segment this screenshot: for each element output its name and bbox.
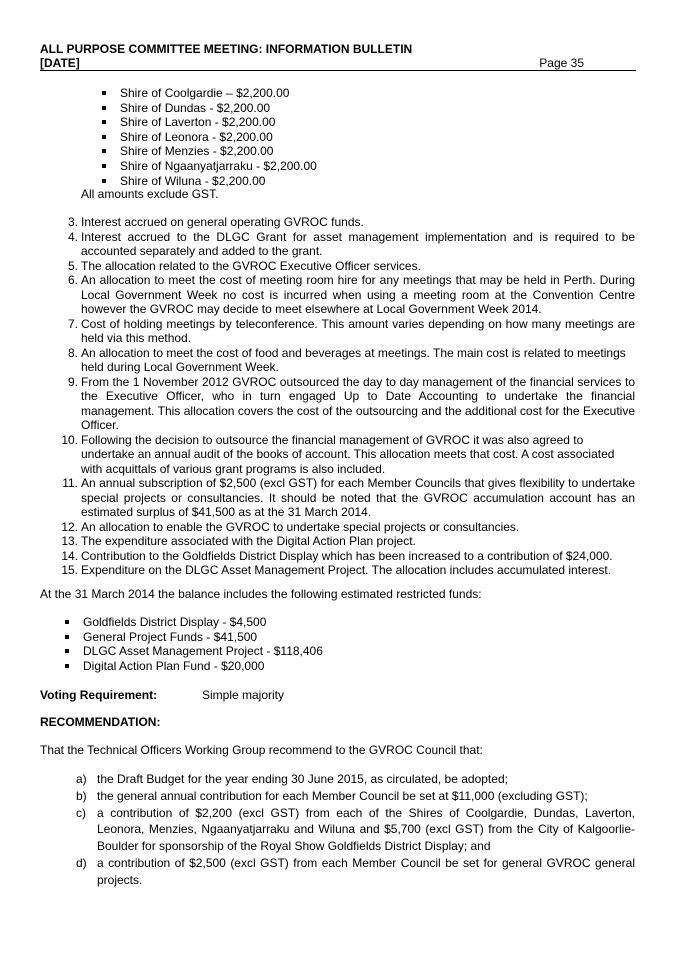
list-item: 5. The allocation related to the GVROC Executive Officer services. bbox=[67, 258, 421, 273]
list-item: d) a contribution of $2,500 (excl GST) from each Member Council be set for general GVROC general projects. bbox=[76, 855, 635, 887]
list-item: Shire of Dundas - $2,200.00 bbox=[100, 101, 317, 116]
list-item: c) a contribution of $2,200 (excl GST) from each of the Shires of Coolgardie, Dundas, Laverton, Leonora, Menzies, Ngaanyatjarraku and Wiluna and $5,700 (excl GST) from the City of Kalgoorlie-Boulder for sponsorship of the Royal Show Goldfields District Display; and bbox=[76, 805, 635, 854]
list-item: Shire of Menzies - $2,200.00 bbox=[100, 144, 317, 159]
list-item: 11. An annual subscription of $2,500 (excl GST) for each Member Councils that gives flexibility to undertake special projects or consultancies. It should be noted that the GVROC accumulation account has an estimated surplus of $41,500 as at the 31 March 2014. bbox=[62, 476, 635, 519]
list-item: b) the general annual contribution for each Member Council be set at $11,000 (excluding GST); bbox=[76, 788, 588, 803]
list-item: Shire of Wiluna - $2,200.00 bbox=[100, 174, 317, 189]
list-item: Goldfields District Display - $4,500 bbox=[63, 615, 323, 630]
list-item: Shire of Ngaanyatjarraku - $2,200.00 bbox=[100, 159, 317, 174]
restricted-funds-list bbox=[63, 615, 323, 673]
list-item: DLGC Asset Management Project - $118,406 bbox=[63, 644, 323, 659]
page-number: Page 35 bbox=[539, 56, 584, 70]
budget-notes-list bbox=[58, 215, 635, 578]
list-item: 14. Contribution to the Goldfields District Display which has been increased to a contribution of $24,000. bbox=[61, 548, 613, 563]
restricted-funds-intro: At the 31 March 2014 the balance includes the following estimated restricted funds: bbox=[40, 587, 482, 601]
list-item: 15. Expenditure on the DLGC Asset Management Project. The allocation includes accumulated interest. bbox=[61, 563, 612, 577]
header-date: [DATE] bbox=[40, 56, 80, 70]
list-item: Shire of Coolgardie – $2,200.00 bbox=[100, 86, 317, 101]
shire-contribution-list bbox=[100, 86, 317, 188]
bulletin-title: ALL PURPOSE COMMITTEE MEETING: INFORMATION BULLETIN bbox=[40, 42, 413, 56]
list-item: Shire of Leonora - $2,200.00 bbox=[100, 130, 317, 145]
list-item: 4. Interest accrued to the DLGC Grant for asset management implementation and is required to be accounted separately and added to the grant. bbox=[67, 229, 635, 258]
recommendation-intro: That the Technical Officers Working Group recommend to the GVROC Council that: bbox=[40, 743, 483, 757]
gst-note: All amounts exclude GST. bbox=[81, 187, 219, 201]
recommendations-list bbox=[76, 771, 635, 889]
list-item: 8. An allocation to meet the cost of food and beverages at meetings. The main cost is related to meetings held during Local Government Week. bbox=[67, 345, 626, 374]
list-item: 7. Cost of holding meetings by teleconference. This amount varies depending on how many meetings are held via this method. bbox=[67, 316, 635, 345]
list-item: 3. Interest accrued on general operating GVROC funds. bbox=[67, 215, 364, 229]
list-item: 6. An allocation to meet the cost of meeting room hire for any meetings that may be held in Perth. During Local Government Week no cost is incurred when using a meeting room at the Convention Centre however the GVROC may decide to meet elsewhere at Local Government Week 2014. bbox=[67, 273, 635, 316]
list-item: Digital Action Plan Fund - $20,000 bbox=[63, 659, 323, 674]
list-item: General Project Funds - $41,500 bbox=[63, 630, 323, 645]
list-item: 9. From the 1 November 2012 GVROC outsourced the day to day management of the financial services to the Executive Officer, who in turn engaged Up to Date Accounting to undertake the financial management. This allocation covers the cost of the outsourcing and the additional cost for the Executive Officer. bbox=[67, 374, 635, 432]
list-item: 10. Following the decision to outsource the financial management of GVROC it was also agreed to undertake an annual audit of the books of account. This allocation meets that cost. A cost associated with acquittals of various grant programs is also included. bbox=[61, 432, 615, 476]
list-item: Shire of Laverton - $2,200.00 bbox=[100, 115, 317, 130]
list-item: a) the Draft Budget for the year ending 30 June 2015, as circulated, be adopted; bbox=[76, 772, 508, 786]
recommendation-heading: RECOMMENDATION: bbox=[40, 715, 161, 729]
voting-requirement-value: Simple majority bbox=[202, 688, 285, 702]
header-rule bbox=[40, 70, 636, 71]
voting-requirement-label: Voting Requirement: bbox=[40, 688, 158, 702]
list-item: 12. An allocation to enable the GVROC to undertake special projects or consultancies. bbox=[61, 519, 520, 534]
list-item: 13. The expenditure associated with the Digital Action Plan project. bbox=[61, 534, 416, 548]
